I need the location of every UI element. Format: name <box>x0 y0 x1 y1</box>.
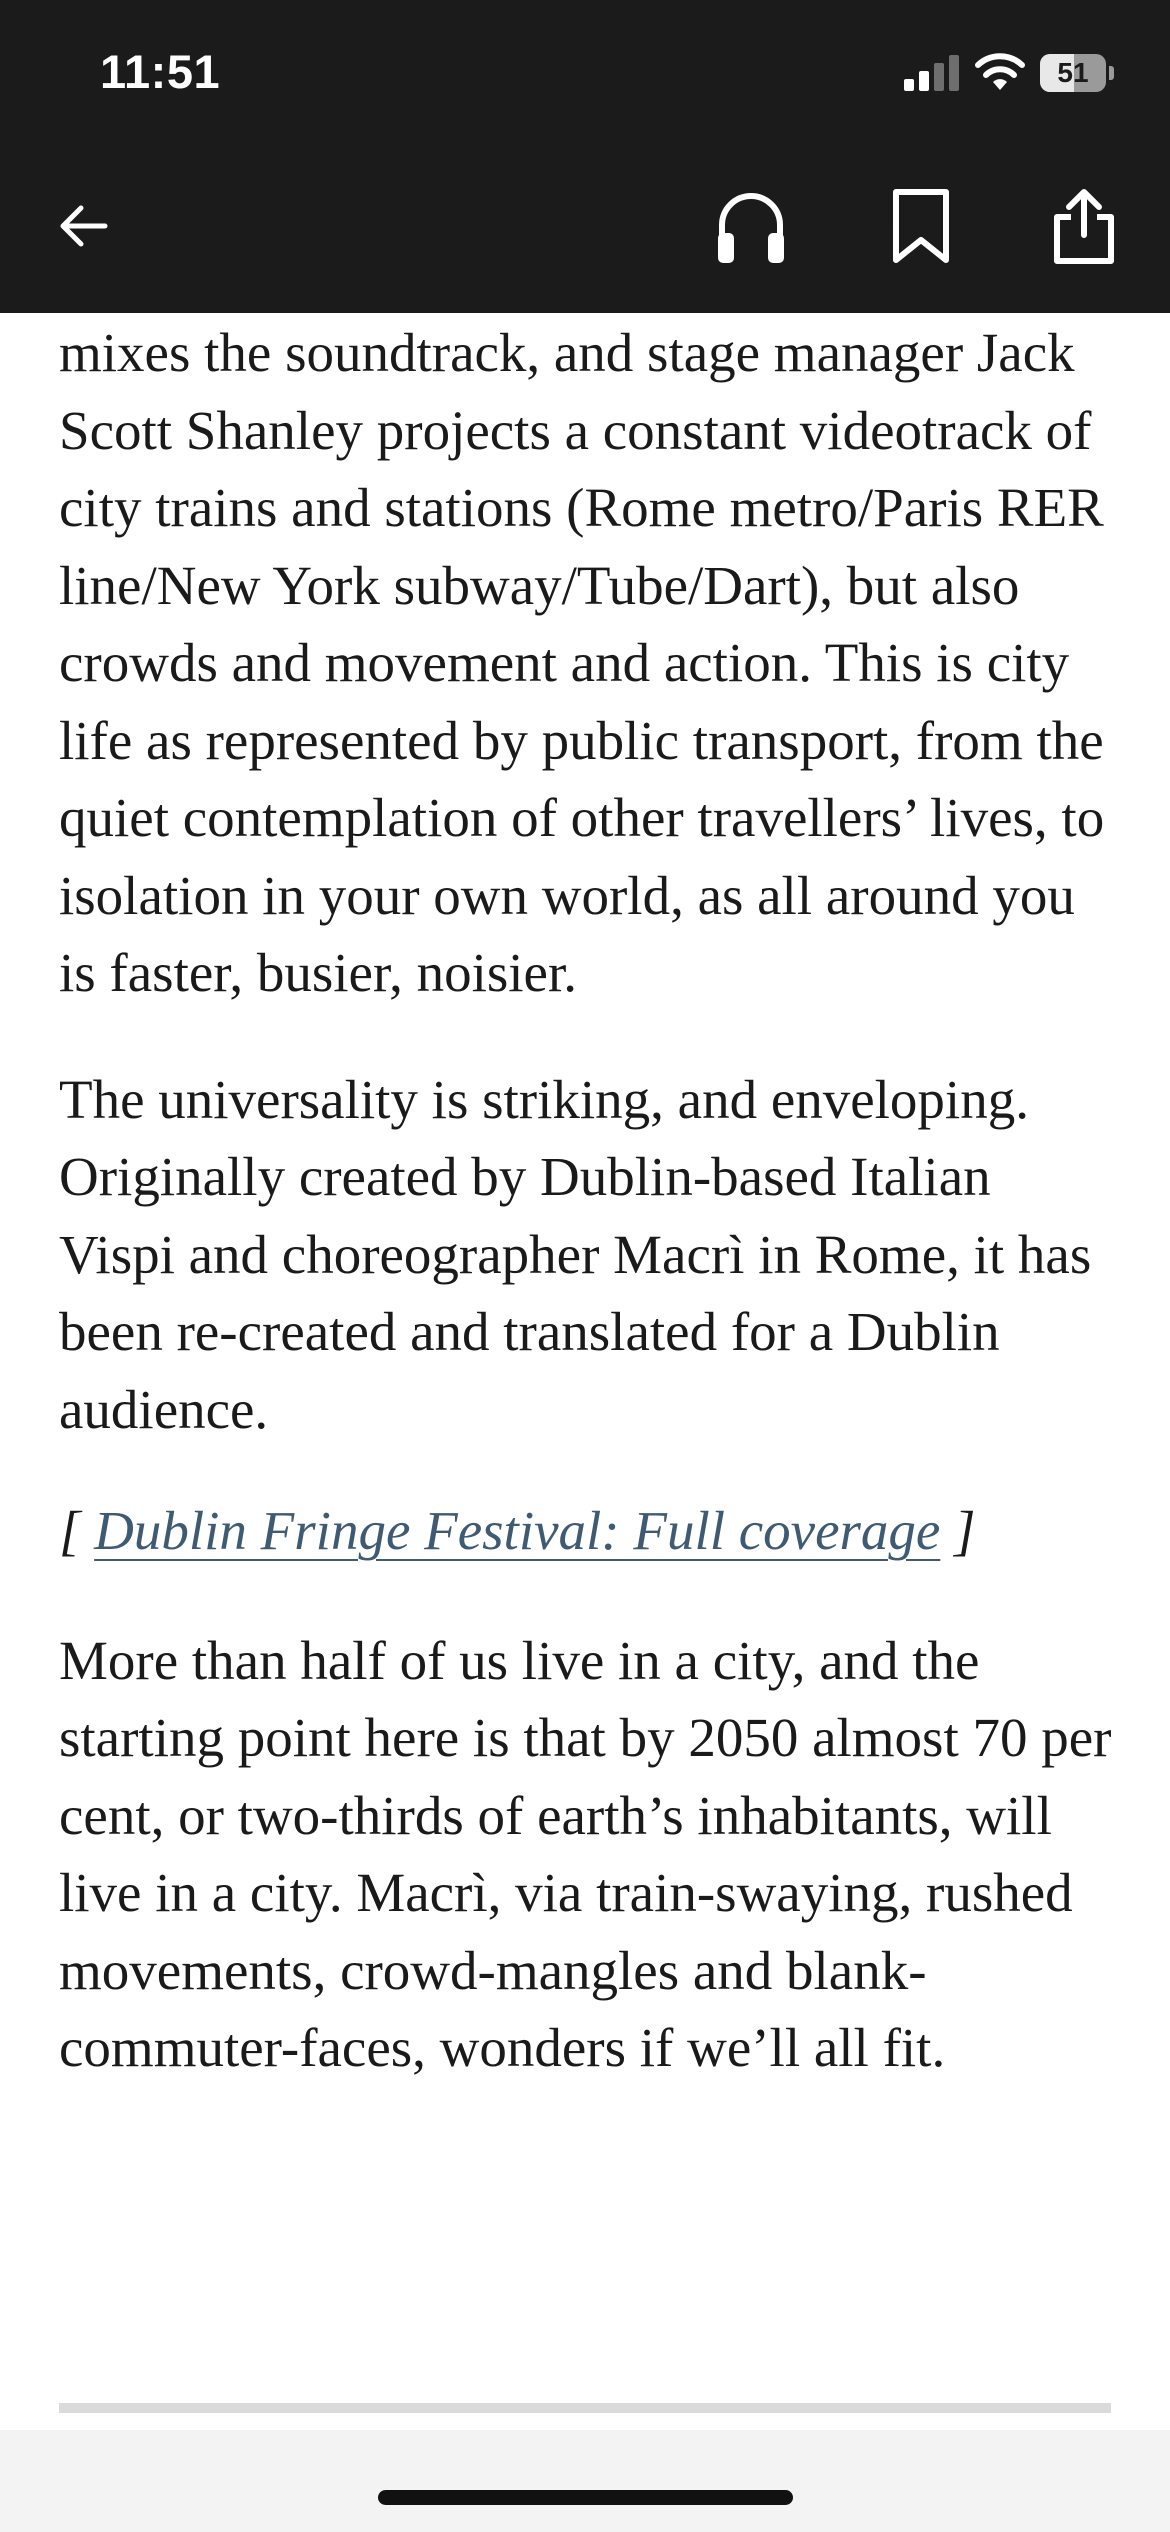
home-indicator[interactable] <box>378 2490 793 2505</box>
section-divider <box>59 2403 1111 2413</box>
share-icon <box>1051 187 1117 265</box>
article-toolbar <box>0 150 1170 313</box>
link-bracket-open: [ <box>59 1500 95 1561</box>
bookmark-icon <box>890 188 952 264</box>
battery-icon <box>1040 54 1116 94</box>
article-paragraph: More than half of us live in a city, and the starting point here is that by 2050 almost 70 per cent, or two-thirds of earth’s inhabitants, will live in a city. Macrì, via train-swaying, rushed movements, crowd-mangles and blank-commuter-faces, wonders if we’ll all fit. <box>59 1629 1112 2078</box>
battery-level: 51 <box>1057 57 1089 88</box>
status-bar <box>0 0 1170 150</box>
signal-icon <box>904 55 960 91</box>
back-button[interactable] <box>33 176 133 276</box>
status-time: 11:51 <box>100 45 221 98</box>
link-bracket-close: ] <box>940 1500 976 1561</box>
article-paragraph: The universality is striking, and enveloping. Originally created by Dublin-based Italian Vispi and choreographer Macrì in Rome, it has been re-created and translated for a Dublin audience. <box>59 1068 1092 1440</box>
bookmark-button[interactable] <box>871 176 971 276</box>
fringe-festival-coverage-link[interactable]: Dublin Fringe Festival: Full coverage <box>94 1500 941 1561</box>
share-button[interactable] <box>1034 176 1134 276</box>
article-body <box>59 313 1119 2087</box>
bottom-safe-area <box>0 2430 1170 2532</box>
arrow-left-icon <box>55 198 111 254</box>
related-link-line <box>59 1492 1119 1570</box>
article-paragraph: mixes the soundtrack, and stage manager Jack Scott Shanley projects a constant videotrack of city trains and stations (Rome metro/Paris RER line/New York subway/Tube/Dart), but also crowds and movement and action. This is city life as represented by public transport, from the quiet contemplation of other travellers’ lives, to isolation in your own world, as all around you is faster, busier, noisier. <box>59 322 1105 1003</box>
wifi-icon <box>974 50 1026 90</box>
headphones-icon <box>714 187 788 265</box>
listen-button[interactable] <box>701 176 801 276</box>
